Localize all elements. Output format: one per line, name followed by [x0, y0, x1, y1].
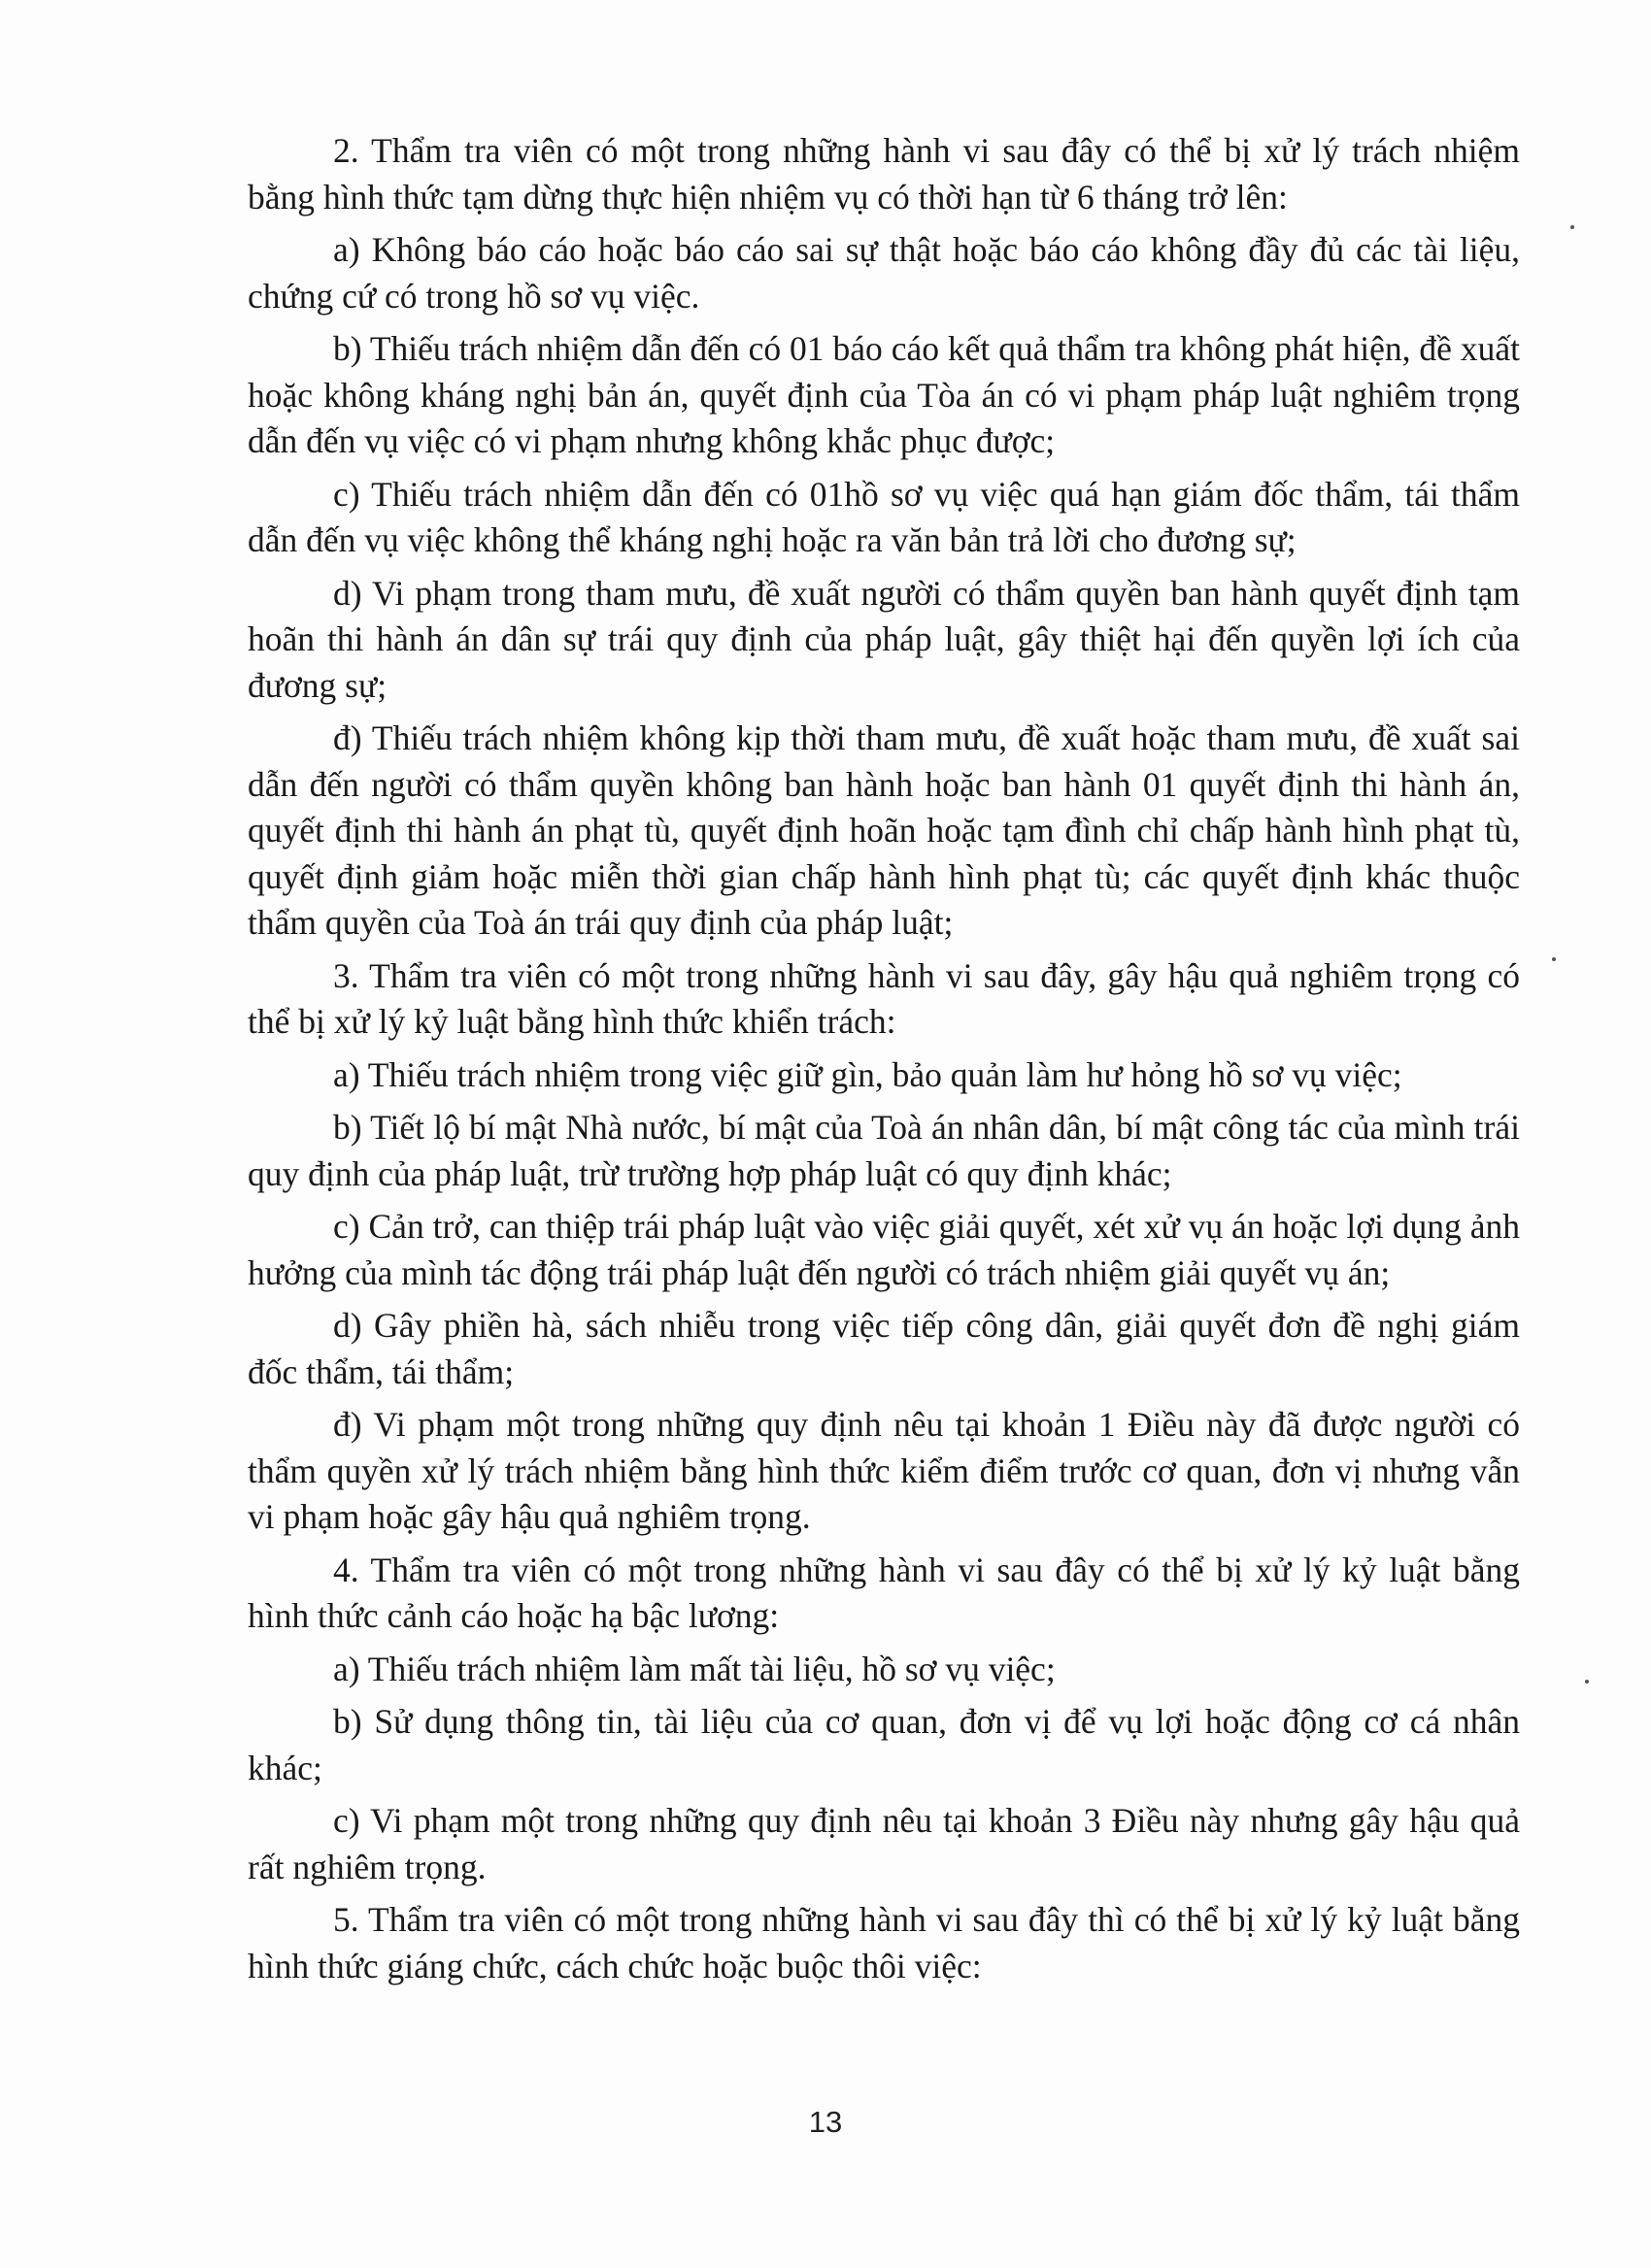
- page-number: 13: [808, 2105, 843, 2139]
- paragraph-clause-3: 3. Thẩm tra viên có một trong những hành vi sau đây, gây hậu quả nghiêm trọng có thể bị xử lý kỷ luật bằng hình thức khiển trách:: [248, 955, 1520, 1041]
- paragraph-clause-3d: d) Gây phiền hà, sách nhiễu trong việc tiếp công dân, giải quyết đơn đề nghị giám đốc thẩm, tái thẩm;: [248, 1306, 1520, 1391]
- paragraph-clause-4: 4. Thẩm tra viên có một trong những hành vi sau đây có thể bị xử lý kỷ luật bằng hình thức cảnh cáo hoặc hạ bậc lương:: [248, 1550, 1520, 1635]
- paragraph-clause-2dd: đ) Thiếu trách nhiệm không kịp thời tham mưu, đề xuất hoặc tham mưu, đề xuất sai dẫn đến người có thẩm quyền không ban hành hoặc ban hành 01 quyết định thi hành án, quyết định thi hành án phạt tù, quyết định hoãn hoặc tạm đình chỉ chấp hành hình phạt tù, quyết định giảm hoặc miễn thời gian chấp hành hình phạt tù; các quyết định khác thuộc thẩm quyền của Toà án trái quy định của pháp luật;: [248, 718, 1520, 942]
- paragraph-clause-5: 5. Thẩm tra viên có một trong những hành vi sau đây thì có thể bị xử lý kỷ luật bằng hình thức giáng chức, cách chức hoặc buộc thôi việc:: [248, 1900, 1520, 1985]
- paragraph-clause-4c: c) Vi phạm một trong những quy định nêu tại khoản 3 Điều này nhưng gây hậu quả rất nghiêm trọng.: [248, 1801, 1520, 1886]
- paragraph-clause-2b: b) Thiếu trách nhiệm dẫn đến có 01 báo cáo kết quả thẩm tra không phát hiện, đề xuất hoặc không kháng nghị bản án, quyết định của Tòa án có vi phạm pháp luật nghiêm trọng dẫn đến vụ việc có vi phạm nhưng không khắc phục được;: [248, 329, 1520, 460]
- paragraph-clause-3c: c) Cản trở, can thiệp trái pháp luật vào việc giải quyết, xét xử vụ án hoặc lợi dụng ảnh hưởng của mình tác động trái pháp luật đến người có trách nhiệm giải quyết vụ án;: [248, 1207, 1520, 1292]
- paragraph-clause-3a: a) Thiếu trách nhiệm trong việc giữ gìn, bảo quản làm hư hỏng hồ sơ vụ việc;: [333, 1054, 1402, 1094]
- document-body: [248, 128, 1520, 1996]
- scan-speck: [1552, 957, 1556, 961]
- paragraph-clause-2a: a) Không báo cáo hoặc báo cáo sai sự thật hoặc báo cáo không đầy đủ các tài liệu, chứng cứ có trong hồ sơ vụ việc.: [248, 230, 1520, 316]
- scan-speck: [1585, 1680, 1589, 1684]
- paragraph-clause-2d: d) Vi phạm trong tham mưu, đề xuất người có thẩm quyền ban hành quyết định tạm hoãn thi hành án dân sự trái quy định của pháp luật, gây thiệt hại đến quyền lợi ích của đương sự;: [248, 573, 1520, 705]
- paragraph-clause-2c: c) Thiếu trách nhiệm dẫn đến có 01hồ sơ vụ việc quá hạn giám đốc thẩm, tái thẩm dẫn đến vụ việc không thể kháng nghị hoặc ra văn bản trả lời cho đương sự;: [248, 474, 1520, 559]
- paragraph-clause-2: 2. Thẩm tra viên có một trong những hành vi sau đây có thể bị xử lý trách nhiệm bằng hình thức tạm dừng thực hiện nhiệm vụ có thời hạn từ 6 tháng trở lên:: [248, 131, 1520, 217]
- paragraph-clause-4a: a) Thiếu trách nhiệm làm mất tài liệu, hồ sơ vụ việc;: [333, 1649, 1056, 1688]
- paragraph-clause-3b: b) Tiết lộ bí mật Nhà nước, bí mật của Toà án nhân dân, bí mật công tác của mình trái quy định của pháp luật, trừ trường hợp pháp luật có quy định khác;: [248, 1108, 1520, 1193]
- scan-speck: [1570, 225, 1574, 229]
- paragraph-clause-3dd: đ) Vi phạm một trong những quy định nêu tại khoản 1 Điều này đã được người có thẩm quyền xử lý trách nhiệm bằng hình thức kiểm điểm trước cơ quan, đơn vị nhưng vẫn vi phạm hoặc gây hậu quả nghiêm trọng.: [248, 1405, 1520, 1536]
- paragraph-clause-4b: b) Sử dụng thông tin, tài liệu của cơ quan, đơn vị để vụ lợi hoặc động cơ cá nhân khác;: [248, 1702, 1520, 1787]
